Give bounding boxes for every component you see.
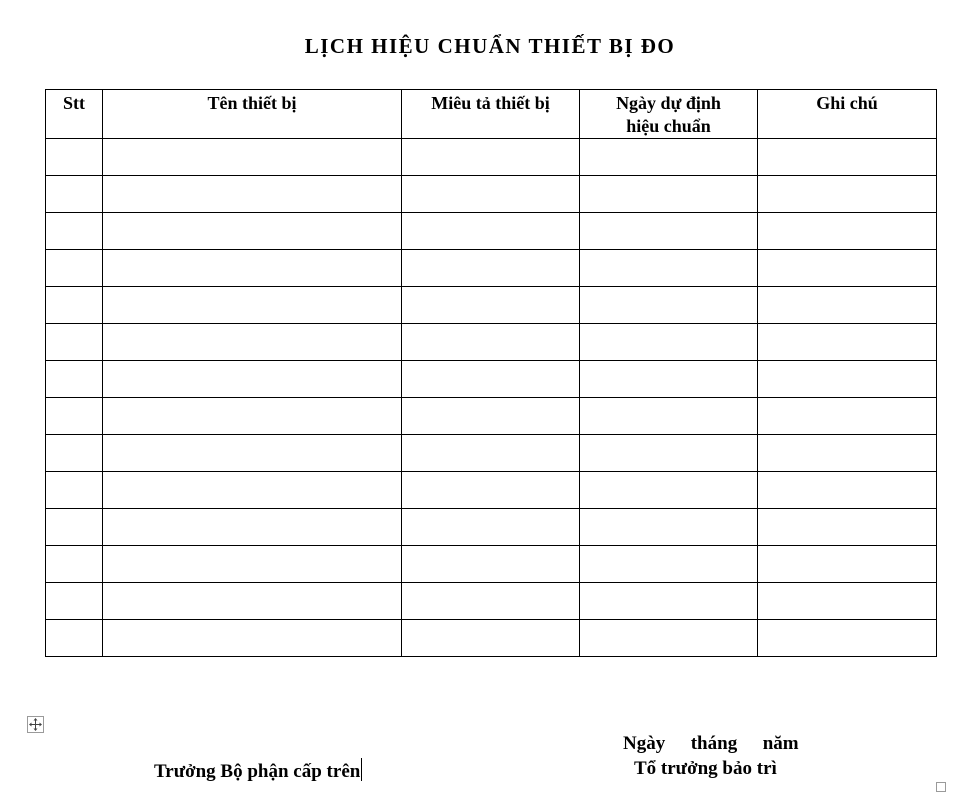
cell-device-name[interactable] bbox=[103, 139, 402, 176]
cell-device-name[interactable] bbox=[103, 213, 402, 250]
cell-stt[interactable] bbox=[46, 398, 103, 435]
table-move-handle[interactable] bbox=[27, 716, 44, 733]
cell-notes[interactable] bbox=[758, 435, 937, 472]
header-notes[interactable]: Ghi chú bbox=[758, 90, 937, 139]
cell-stt[interactable] bbox=[46, 324, 103, 361]
cell-device-description[interactable] bbox=[402, 324, 580, 361]
cell-device-name[interactable] bbox=[103, 287, 402, 324]
table-row bbox=[46, 287, 937, 324]
cell-device-description[interactable] bbox=[402, 472, 580, 509]
table-row bbox=[46, 509, 937, 546]
cell-planned-date[interactable] bbox=[580, 620, 758, 657]
cell-stt[interactable] bbox=[46, 435, 103, 472]
cell-device-name[interactable] bbox=[103, 583, 402, 620]
signature-date-line[interactable] bbox=[623, 733, 799, 755]
calibration-table bbox=[45, 89, 937, 657]
cell-device-name[interactable] bbox=[103, 546, 402, 583]
cell-device-description[interactable] bbox=[402, 361, 580, 398]
cell-stt[interactable] bbox=[46, 287, 103, 324]
header-device-description[interactable]: Miêu tả thiết bị bbox=[402, 90, 580, 139]
cell-stt[interactable] bbox=[46, 546, 103, 583]
cell-planned-date[interactable] bbox=[580, 583, 758, 620]
cell-notes[interactable] bbox=[758, 213, 937, 250]
right-signature-title[interactable]: Tổ trưởng bảo trì bbox=[634, 758, 777, 779]
cell-stt[interactable] bbox=[46, 139, 103, 176]
cell-notes[interactable] bbox=[758, 620, 937, 657]
cell-device-description[interactable] bbox=[402, 620, 580, 657]
cell-planned-date[interactable] bbox=[580, 176, 758, 213]
cell-notes[interactable] bbox=[758, 287, 937, 324]
cell-planned-date[interactable] bbox=[580, 213, 758, 250]
cell-stt[interactable] bbox=[46, 250, 103, 287]
date-month-label: tháng bbox=[690, 733, 738, 754]
table-row bbox=[46, 324, 937, 361]
document-title: LỊCH HIỆU CHUẨN THIẾT BỊ ĐO bbox=[304, 34, 676, 58]
header-planned-date-line2: hiệu chuẩn bbox=[626, 116, 711, 136]
cell-device-name[interactable] bbox=[103, 509, 402, 546]
cell-device-name[interactable] bbox=[103, 435, 402, 472]
cell-device-name[interactable] bbox=[103, 176, 402, 213]
cell-notes[interactable] bbox=[758, 324, 937, 361]
square-icon[interactable] bbox=[936, 782, 946, 792]
cell-planned-date[interactable] bbox=[580, 509, 758, 546]
table-header-row bbox=[46, 90, 937, 139]
left-signature-title: Trưởng Bộ phận cấp trên bbox=[154, 761, 361, 782]
cell-notes[interactable] bbox=[758, 546, 937, 583]
header-stt[interactable]: Stt bbox=[46, 90, 103, 139]
move-arrows-icon bbox=[28, 717, 43, 732]
cell-planned-date[interactable] bbox=[580, 139, 758, 176]
table-row bbox=[46, 472, 937, 509]
table-row bbox=[46, 213, 937, 250]
table-row bbox=[46, 398, 937, 435]
cell-device-name[interactable] bbox=[103, 361, 402, 398]
cell-device-description[interactable] bbox=[402, 139, 580, 176]
table-row bbox=[46, 546, 937, 583]
table-row bbox=[46, 583, 937, 620]
cell-device-name[interactable] bbox=[103, 398, 402, 435]
table-body bbox=[46, 139, 937, 657]
cell-device-name[interactable] bbox=[103, 250, 402, 287]
cell-device-description[interactable] bbox=[402, 435, 580, 472]
date-day-label: Ngày bbox=[623, 733, 666, 754]
cell-notes[interactable] bbox=[758, 250, 937, 287]
cell-notes[interactable] bbox=[758, 176, 937, 213]
table-row bbox=[46, 139, 937, 176]
cell-stt[interactable] bbox=[46, 213, 103, 250]
cell-stt[interactable] bbox=[46, 509, 103, 546]
cell-device-description[interactable] bbox=[402, 287, 580, 324]
cell-notes[interactable] bbox=[758, 509, 937, 546]
cell-stt[interactable] bbox=[46, 176, 103, 213]
cell-device-name[interactable] bbox=[103, 472, 402, 509]
cell-planned-date[interactable] bbox=[580, 398, 758, 435]
cell-notes[interactable] bbox=[758, 139, 937, 176]
header-planned-date[interactable] bbox=[580, 90, 758, 139]
cell-device-description[interactable] bbox=[402, 213, 580, 250]
cell-stt[interactable] bbox=[46, 361, 103, 398]
cell-stt[interactable] bbox=[46, 472, 103, 509]
table-row bbox=[46, 620, 937, 657]
cell-planned-date[interactable] bbox=[580, 324, 758, 361]
cell-device-description[interactable] bbox=[402, 546, 580, 583]
cell-notes[interactable] bbox=[758, 398, 937, 435]
table-row bbox=[46, 176, 937, 213]
cell-planned-date[interactable] bbox=[580, 472, 758, 509]
cell-planned-date[interactable] bbox=[580, 250, 758, 287]
table-row bbox=[46, 250, 937, 287]
date-year-label: năm bbox=[762, 733, 799, 754]
table-row bbox=[46, 435, 937, 472]
header-planned-date-line1: Ngày dự định bbox=[616, 93, 721, 113]
cell-stt[interactable] bbox=[46, 620, 103, 657]
cell-device-description[interactable] bbox=[402, 583, 580, 620]
cell-notes[interactable] bbox=[758, 361, 937, 398]
cell-planned-date[interactable] bbox=[580, 546, 758, 583]
cell-planned-date[interactable] bbox=[580, 361, 758, 398]
text-cursor bbox=[361, 758, 362, 781]
table-row bbox=[46, 361, 937, 398]
cell-planned-date[interactable] bbox=[580, 287, 758, 324]
header-device-name[interactable]: Tên thiết bị bbox=[103, 90, 402, 139]
left-signature-block[interactable] bbox=[154, 758, 362, 783]
cell-notes[interactable] bbox=[758, 583, 937, 620]
cell-device-description[interactable] bbox=[402, 176, 580, 213]
cell-device-name[interactable] bbox=[103, 324, 402, 361]
cell-stt[interactable] bbox=[46, 583, 103, 620]
cell-device-name[interactable] bbox=[103, 620, 402, 657]
cell-device-description[interactable] bbox=[402, 250, 580, 287]
cell-notes[interactable] bbox=[758, 472, 937, 509]
cell-device-description[interactable] bbox=[402, 398, 580, 435]
cell-planned-date[interactable] bbox=[580, 435, 758, 472]
cell-device-description[interactable] bbox=[402, 509, 580, 546]
